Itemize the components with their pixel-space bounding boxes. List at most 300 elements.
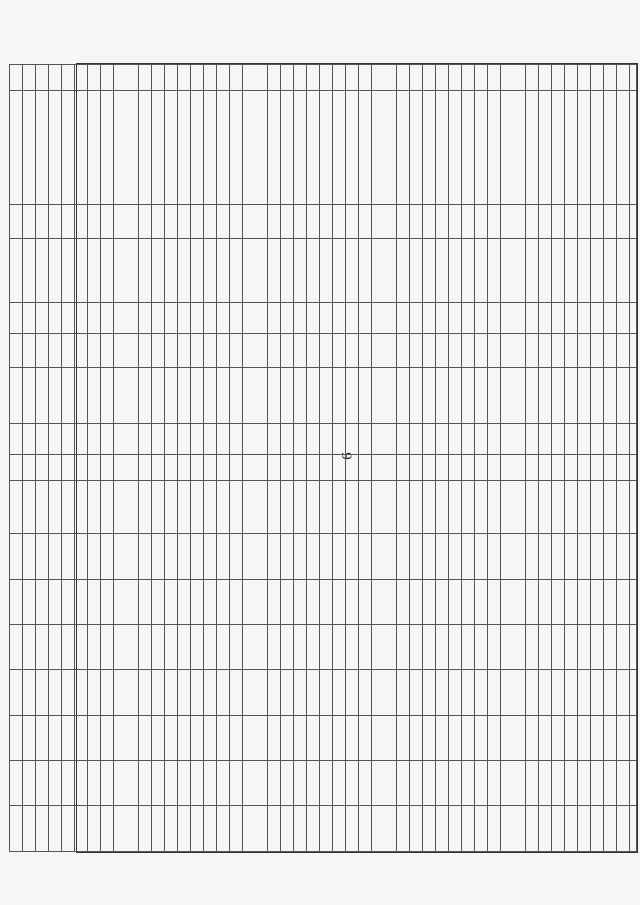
- table-cell: [178, 454, 191, 480]
- table-cell: [36, 624, 49, 669]
- table-cell: [88, 303, 101, 333]
- table-cell: [475, 424, 488, 454]
- table-cell: [333, 715, 346, 760]
- table-cell: [320, 579, 333, 624]
- table-cell: [268, 65, 281, 91]
- table-cell: [101, 761, 114, 806]
- table-cell: [307, 579, 320, 624]
- table-cell: [410, 454, 423, 480]
- table-cell: [630, 91, 637, 205]
- table-cell: [346, 481, 359, 534]
- table-cell: [101, 715, 114, 760]
- table-cell: [268, 806, 281, 852]
- table-cell: [475, 624, 488, 669]
- table-cell: [178, 303, 191, 333]
- table-cell: [397, 367, 410, 424]
- table-cell: [604, 481, 617, 534]
- table-cell: [539, 761, 552, 806]
- table-cell: [294, 624, 307, 669]
- table-cell: [630, 424, 637, 454]
- table-cell: [294, 454, 307, 480]
- table-cell: [501, 303, 526, 333]
- table-cell: [372, 481, 397, 534]
- table-cell: [268, 715, 281, 760]
- table-cell: [152, 579, 165, 624]
- table-cell: [320, 624, 333, 669]
- table-cell: [165, 624, 178, 669]
- table-row: [204, 65, 217, 852]
- table-cell: [604, 579, 617, 624]
- table-cell: [372, 715, 397, 760]
- table-cell: [165, 579, 178, 624]
- table-cell: [488, 454, 501, 480]
- table-cell: [191, 534, 204, 579]
- table-cell: [320, 761, 333, 806]
- table-cell: [565, 91, 578, 205]
- table-cell: [475, 579, 488, 624]
- table-cell: [178, 424, 191, 454]
- table-cell: [281, 579, 294, 624]
- table-cell: [36, 65, 49, 91]
- table-row: [604, 65, 617, 852]
- table-cell: [62, 367, 75, 424]
- table-cell: [307, 65, 320, 91]
- table-cell: [230, 481, 243, 534]
- table-cell: [578, 303, 591, 333]
- table-cell: [423, 367, 436, 424]
- table-cell: [75, 624, 88, 669]
- table-cell: [372, 367, 397, 424]
- table-cell: [526, 481, 539, 534]
- table-row: [410, 65, 423, 852]
- table-cell: [488, 806, 501, 852]
- table-cell: [475, 454, 488, 480]
- table-cell: [410, 239, 423, 303]
- table-cell: [436, 91, 449, 205]
- table-cell: [410, 761, 423, 806]
- table-cell: [397, 303, 410, 333]
- table-cell: [526, 333, 539, 367]
- table-cell: [230, 670, 243, 715]
- table-cell: [475, 303, 488, 333]
- table-cell: [101, 91, 114, 205]
- table-cell: [604, 534, 617, 579]
- table-cell: [333, 454, 346, 480]
- table-cell: [49, 481, 62, 534]
- table-cell: [88, 367, 101, 424]
- table-row: [114, 65, 139, 852]
- table-cell: [49, 579, 62, 624]
- table-cell: [526, 534, 539, 579]
- table-cell: [152, 239, 165, 303]
- table-cell: [552, 367, 565, 424]
- table-cell: [178, 624, 191, 669]
- table-cell: [372, 534, 397, 579]
- table-row: [36, 65, 49, 852]
- table-cell: [501, 91, 526, 205]
- table-cell: [333, 91, 346, 205]
- table-cell: [62, 624, 75, 669]
- table-cell: [436, 670, 449, 715]
- table-cell: [217, 333, 230, 367]
- table-cell: [75, 205, 88, 239]
- table-cell: [10, 715, 23, 760]
- table-cell: [565, 205, 578, 239]
- table-cell: [552, 424, 565, 454]
- table-cell: [139, 806, 152, 852]
- table-cell: [397, 454, 410, 480]
- table-cell: [268, 761, 281, 806]
- table-row: [359, 65, 372, 852]
- table-row: [565, 65, 578, 852]
- table-cell: [36, 454, 49, 480]
- table-cell: [578, 333, 591, 367]
- table-cell: [488, 624, 501, 669]
- table-cell: [23, 303, 36, 333]
- table-cell: [333, 579, 346, 624]
- table-cell: [488, 239, 501, 303]
- table-cell: [114, 454, 139, 480]
- table-cell: [333, 65, 346, 91]
- table-cell: [539, 424, 552, 454]
- table-cell: [191, 303, 204, 333]
- table-cell: [10, 454, 23, 480]
- table-cell: [217, 65, 230, 91]
- table-cell: [217, 670, 230, 715]
- table-cell: [114, 715, 139, 760]
- table-row: [320, 65, 333, 852]
- table-cell: [539, 715, 552, 760]
- table-cell: [346, 761, 359, 806]
- table-cell: [307, 239, 320, 303]
- table-cell: [617, 624, 630, 669]
- table-cell: [436, 534, 449, 579]
- table-cell: [565, 303, 578, 333]
- table-cell: [243, 715, 268, 760]
- table-cell: [243, 65, 268, 91]
- table-cell: [552, 91, 565, 205]
- table-cell: [268, 205, 281, 239]
- table-cell: [462, 670, 475, 715]
- table-cell: [591, 481, 604, 534]
- table-cell: [423, 624, 436, 669]
- table-cell: [565, 333, 578, 367]
- table-cell: [230, 333, 243, 367]
- table-cell: [139, 481, 152, 534]
- table-cell: [410, 333, 423, 367]
- table-cell: [462, 715, 475, 760]
- table-cell: [501, 670, 526, 715]
- table-cell: [578, 65, 591, 91]
- table-cell: [552, 454, 565, 480]
- table-cell: [294, 481, 307, 534]
- table-cell: [204, 65, 217, 91]
- table-cell: [23, 454, 36, 480]
- table-cell: [501, 481, 526, 534]
- table-cell: [359, 91, 372, 205]
- table-cell: [372, 333, 397, 367]
- table-cell: [10, 205, 23, 239]
- table-cell: [539, 579, 552, 624]
- table-cell: [410, 806, 423, 852]
- table-cell: [101, 239, 114, 303]
- table-cell: [552, 579, 565, 624]
- table-cell: [410, 424, 423, 454]
- table-cell: [604, 367, 617, 424]
- table-cell: [526, 806, 539, 852]
- data-table: [76, 63, 638, 853]
- table-cell: [526, 91, 539, 205]
- table-cell: [243, 761, 268, 806]
- table-cell: [526, 239, 539, 303]
- table-cell: [591, 367, 604, 424]
- table-cell: [178, 761, 191, 806]
- table-cell: [204, 424, 217, 454]
- table-cell: [165, 715, 178, 760]
- table-cell: [630, 481, 637, 534]
- table-cell: [591, 806, 604, 852]
- table-cell: [191, 761, 204, 806]
- table-cell: [372, 424, 397, 454]
- table-cell: [36, 333, 49, 367]
- table-cell: [423, 534, 436, 579]
- table-cell: [462, 65, 475, 91]
- table-cell: [449, 454, 462, 480]
- table-cell: [10, 670, 23, 715]
- table-cell: [230, 715, 243, 760]
- table-cell: [539, 806, 552, 852]
- table-cell: [230, 761, 243, 806]
- table-cell: [114, 481, 139, 534]
- table-cell: [359, 715, 372, 760]
- table-cell: [10, 333, 23, 367]
- table-cell: [372, 303, 397, 333]
- table-cell: [578, 454, 591, 480]
- table-cell: [62, 806, 75, 852]
- table-cell: [101, 333, 114, 367]
- table-cell: [294, 424, 307, 454]
- table-cell: [281, 367, 294, 424]
- table-cell: [62, 65, 75, 91]
- table-cell: [191, 481, 204, 534]
- table-cell: [75, 481, 88, 534]
- table-cell: [565, 670, 578, 715]
- table-cell: [114, 91, 139, 205]
- table-cell: [630, 239, 637, 303]
- table-cell: [294, 205, 307, 239]
- table-cell: [49, 333, 62, 367]
- table-cell: [307, 303, 320, 333]
- table-cell: [36, 424, 49, 454]
- table-cell: [333, 239, 346, 303]
- table-cell: [101, 534, 114, 579]
- table-cell: [346, 454, 359, 480]
- table-row: [372, 65, 397, 852]
- table-cell: [552, 239, 565, 303]
- table-cell: [204, 481, 217, 534]
- table-cell: [294, 715, 307, 760]
- table-cell: [449, 367, 462, 424]
- table-row: [243, 65, 268, 852]
- table-cell: [346, 579, 359, 624]
- table-cell: [204, 303, 217, 333]
- table-cell: [307, 670, 320, 715]
- table-cell: [578, 806, 591, 852]
- table-cell: [62, 670, 75, 715]
- table-cell: [139, 367, 152, 424]
- table-cell: [552, 715, 565, 760]
- table-cell: [281, 239, 294, 303]
- table-cell: [630, 670, 637, 715]
- table-cell: [268, 91, 281, 205]
- table-cell: [397, 534, 410, 579]
- table-cell: [333, 333, 346, 367]
- table-cell: [23, 481, 36, 534]
- table-cell: [36, 91, 49, 205]
- table-cell: [75, 579, 88, 624]
- table-cell: [49, 454, 62, 480]
- table-cell: [217, 367, 230, 424]
- table-cell: [152, 303, 165, 333]
- table-cell: [359, 670, 372, 715]
- table-cell: [488, 424, 501, 454]
- table-cell: [268, 624, 281, 669]
- table-cell: [281, 65, 294, 91]
- table-cell: [294, 670, 307, 715]
- table-cell: [449, 579, 462, 624]
- table-cell: [10, 239, 23, 303]
- table-cell: [449, 481, 462, 534]
- table-cell: [36, 670, 49, 715]
- table-cell: [526, 65, 539, 91]
- table-cell: [243, 670, 268, 715]
- table-cell: [604, 239, 617, 303]
- table-cell: [152, 424, 165, 454]
- table-cell: [320, 303, 333, 333]
- table-row: [552, 65, 565, 852]
- table-row: [488, 65, 501, 852]
- table-cell: [36, 715, 49, 760]
- table-cell: [539, 205, 552, 239]
- table-cell: [243, 534, 268, 579]
- table-cell: [604, 806, 617, 852]
- table-cell: [139, 454, 152, 480]
- table-cell: [501, 806, 526, 852]
- table-cell: [591, 534, 604, 579]
- table-cell: [591, 65, 604, 91]
- table-cell: [294, 333, 307, 367]
- table-cell: [449, 91, 462, 205]
- table-cell: [436, 806, 449, 852]
- table-cell: [526, 424, 539, 454]
- table-cell: [88, 579, 101, 624]
- table-cell: [23, 239, 36, 303]
- table-cell: [243, 333, 268, 367]
- table-cell: [281, 761, 294, 806]
- table-cell: [307, 715, 320, 760]
- table-cell: [114, 239, 139, 303]
- table-cell: [88, 806, 101, 852]
- table-cell: [243, 806, 268, 852]
- table-cell: [294, 579, 307, 624]
- table-cell: [62, 454, 75, 480]
- table-cell: [578, 624, 591, 669]
- table-cell: [565, 761, 578, 806]
- table-cell: [346, 670, 359, 715]
- table-cell: [217, 534, 230, 579]
- table-cell: [230, 424, 243, 454]
- table-cell: [243, 424, 268, 454]
- table-cell: [49, 65, 62, 91]
- table-cell: [88, 91, 101, 205]
- table-cell: [539, 624, 552, 669]
- table-cell: [152, 205, 165, 239]
- table-cell: [526, 579, 539, 624]
- page-number: 9: [338, 452, 354, 460]
- table-cell: [191, 333, 204, 367]
- table-cell: [526, 624, 539, 669]
- table-cell: [152, 715, 165, 760]
- table-cell: [462, 534, 475, 579]
- table-cell: [359, 579, 372, 624]
- table-cell: [462, 454, 475, 480]
- table-cell: [294, 303, 307, 333]
- table-cell: [449, 239, 462, 303]
- table-cell: [204, 579, 217, 624]
- table-cell: [88, 239, 101, 303]
- table-cell: [320, 715, 333, 760]
- table-cell: [178, 367, 191, 424]
- table-cell: [268, 239, 281, 303]
- table-cell: [49, 91, 62, 205]
- table-cell: [591, 205, 604, 239]
- table-cell: [191, 454, 204, 480]
- table-cell: [101, 454, 114, 480]
- table-cell: [630, 761, 637, 806]
- table-cell: [114, 333, 139, 367]
- table-cell: [436, 205, 449, 239]
- table-cell: [359, 481, 372, 534]
- table-cell: [488, 670, 501, 715]
- table-cell: [281, 205, 294, 239]
- table-cell: [139, 239, 152, 303]
- table-cell: [410, 534, 423, 579]
- table-cell: [488, 579, 501, 624]
- table-cell: [10, 424, 23, 454]
- table-cell: [565, 239, 578, 303]
- table-cell: [501, 333, 526, 367]
- table-cell: [281, 670, 294, 715]
- table-cell: [165, 65, 178, 91]
- table-cell: [230, 91, 243, 205]
- table-cell: [294, 65, 307, 91]
- table-cell: [320, 239, 333, 303]
- table-row: [23, 65, 36, 852]
- table-cell: [604, 715, 617, 760]
- table-cell: [539, 481, 552, 534]
- table-cell: [307, 624, 320, 669]
- table-cell: [397, 333, 410, 367]
- table-cell: [36, 239, 49, 303]
- table-cell: [320, 806, 333, 852]
- table-cell: [230, 454, 243, 480]
- table-cell: [294, 239, 307, 303]
- table-cell: [307, 454, 320, 480]
- table-cell: [617, 481, 630, 534]
- table-cell: [372, 65, 397, 91]
- table-cell: [372, 205, 397, 239]
- table-cell: [75, 239, 88, 303]
